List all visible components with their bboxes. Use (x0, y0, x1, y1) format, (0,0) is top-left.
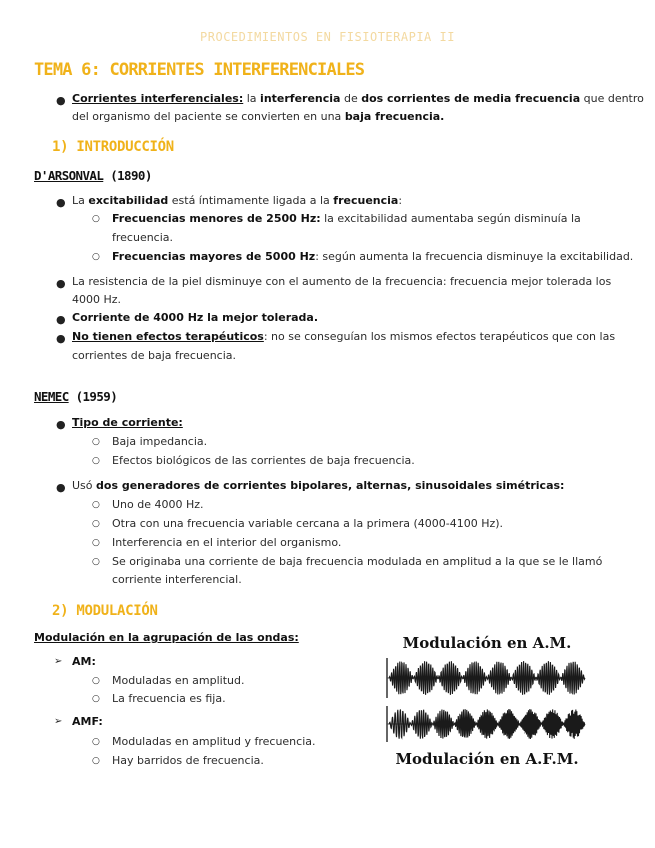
bullet: ● (56, 94, 66, 107)
sub-bullet: ○ (92, 557, 100, 567)
darsonval-item-3: Corriente de 4000 Hz la mejor tolerada. (72, 311, 319, 324)
darsonval-sub-1-cont: frecuencia. (112, 231, 174, 244)
document-title: TEMA 6: CORRIENTES INTERFERENCIALES (34, 60, 365, 80)
waveform-path (389, 709, 585, 739)
sub-bullet: ○ (92, 214, 100, 224)
sub-bullet: ○ (92, 676, 100, 686)
darsonval-item-1: La excitabilidad está íntimamente ligada a la frecuencia: (72, 194, 403, 207)
figure-label-amf: Modulación en A.F.M. (395, 750, 579, 768)
sub-bullet: ○ (92, 756, 100, 766)
amf-label: AMF: (72, 715, 103, 728)
waveform-path (389, 661, 585, 695)
bullet: ● (56, 277, 66, 290)
darsonval-sub-1: Frecuencias menores de 2500 Hz: la excitabilidad aumentaba según disminuía la (112, 212, 581, 225)
darsonval-item-4: No tienen efectos terapéuticos: no se conseguían los mismos efectos terapéuticos que con las (72, 330, 616, 343)
intro-line-1: Corrientes interferenciales: la interferencia de dos corrientes de media frecuencia que dentro (72, 92, 644, 105)
nemec-sub-5: Interferencia en el interior del organismo. (112, 536, 342, 549)
bullet: ● (56, 481, 66, 494)
darsonval-item-2: La resistencia de la piel disminuye con el aumento de la frecuencia: frecuencia mejor tolerada los (72, 275, 612, 288)
am-sub-2: La frecuencia es fija. (112, 692, 226, 705)
bullet: ● (56, 332, 66, 345)
sub-bullet: ○ (92, 456, 100, 466)
nemec-heading: NEMEC (1959) (34, 389, 118, 404)
sub-bullet: ○ (92, 437, 100, 447)
bullet: ● (56, 313, 66, 326)
sub-bullet: ○ (92, 252, 100, 262)
nemec-sub-4: Otra con una frecuencia variable cercana a la primera (4000-4100 Hz). (112, 517, 504, 530)
page-header: PROCEDIMIENTOS EN FISIOTERAPIA II (200, 30, 455, 44)
nemec-item-1: Tipo de corriente: (72, 416, 183, 429)
sub-bullet: ○ (92, 519, 100, 529)
intro-line-2: del organismo del paciente se convierten en una baja frecuencia. (72, 110, 445, 123)
nemec-sub-1: Baja impedancia. (112, 435, 208, 448)
am-label: AM: (72, 655, 96, 668)
am-sub-1: Moduladas en amplitud. (112, 674, 245, 687)
bullet: ● (56, 196, 66, 209)
nemec-item-2: Usó dos generadores de corrientes bipolares, alternas, sinusoidales simétricas: (72, 479, 565, 492)
figure-label-am: Modulación en A.M. (402, 634, 572, 652)
amf-sub-1: Moduladas en amplitud y frecuencia. (112, 735, 316, 748)
bullet: ● (56, 418, 66, 431)
darsonval-heading: D'ARSONVAL (1890) (34, 168, 152, 183)
darsonval-sub-2: Frecuencias mayores de 5000 Hz: según aumenta la frecuencia disminuye la excitabilidad. (112, 250, 634, 263)
nemec-sub-3: Uno de 4000 Hz. (112, 498, 204, 511)
arrow-bullet: ➢ (54, 656, 63, 667)
modulation-heading: Modulación en la agrupación de las ondas: (34, 631, 299, 644)
section-introduccion: 1) INTRODUCCIÓN (52, 139, 174, 155)
sub-bullet: ○ (92, 694, 100, 704)
darsonval-item-4-cont: corrientes de baja frecuencia. (72, 349, 237, 362)
nemec-sub-6: Se originaba una corriente de baja frecuencia modulada en amplitud a la que se le llamó (112, 555, 603, 568)
amf-sub-2: Hay barridos de frecuencia. (112, 754, 264, 767)
am-waveform (389, 661, 585, 695)
sub-bullet: ○ (92, 737, 100, 747)
amf-waveform (389, 709, 585, 739)
arrow-bullet: ➢ (54, 716, 63, 727)
sub-bullet: ○ (92, 500, 100, 510)
nemec-sub-6-cont: corriente interferencial. (112, 573, 242, 586)
sub-bullet: ○ (92, 538, 100, 548)
nemec-sub-2: Efectos biológicos de las corrientes de baja frecuencia. (112, 454, 415, 467)
modulation-figure (385, 632, 590, 772)
section-modulacion: 2) MODULACIÓN (52, 603, 158, 619)
darsonval-item-2-cont: 4000 Hz. (72, 293, 122, 306)
